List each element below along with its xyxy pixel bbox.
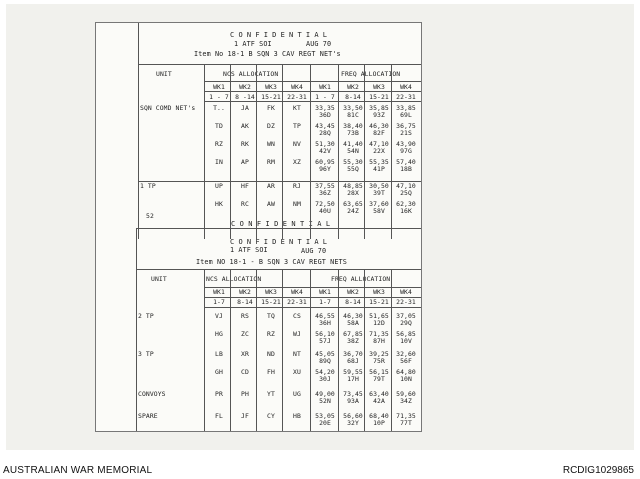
week-header: WK3	[265, 288, 277, 296]
date-range: 22-31	[396, 93, 416, 101]
ncs-callsign: CD	[241, 368, 249, 376]
freq-code: 10P	[373, 419, 385, 427]
freq-code: 21S	[400, 129, 412, 137]
week-header: WK3	[373, 288, 385, 296]
freq-value: 55,30	[343, 158, 363, 166]
week-header: WK1	[213, 288, 225, 296]
freq-code: 36H	[319, 319, 331, 327]
freq-code: 93Z	[373, 111, 385, 119]
freq-value: 39,25	[369, 350, 389, 358]
ncs-callsign: RK	[241, 140, 249, 148]
freq-value: 30,50	[369, 182, 389, 190]
freq-code: 97G	[400, 147, 412, 155]
divider	[204, 101, 421, 102]
freq-code: 40U	[319, 207, 331, 215]
week-header: WK2	[239, 288, 251, 296]
divider	[138, 64, 421, 65]
week-header: WK2	[347, 288, 359, 296]
freq-value: 51,30	[315, 140, 335, 148]
freq-value: 71,35	[396, 412, 416, 420]
week-header: WK4	[400, 83, 412, 91]
ncs-callsign: NT	[293, 350, 301, 358]
freq-value: 33,50	[343, 104, 363, 112]
freq-value: 56,60	[343, 412, 363, 420]
ncs-callsign: RC	[241, 200, 249, 208]
ncs-callsign: CY	[267, 412, 275, 420]
freq-value: 68,40	[369, 412, 389, 420]
ncs-callsign: FH	[267, 368, 275, 376]
col-freq: FREQ ALLOCATION	[341, 70, 401, 78]
freq-value: 33,35	[315, 104, 335, 112]
freq-value: 32,60	[396, 350, 416, 358]
item-heading: Item No 18-1 B SQN 3 CAV REGT NET's	[194, 50, 341, 58]
freq-code: 42V	[319, 147, 331, 155]
week-header: WK4	[291, 288, 303, 296]
freq-value: 57,40	[396, 158, 416, 166]
freq-code: 29Q	[400, 319, 412, 327]
date-range: 8-14	[345, 93, 361, 101]
item-heading: Item NO 18-1 - B SQN 3 CAV REGT NETS	[196, 258, 347, 266]
subtitle-right: AUG 70	[306, 40, 332, 48]
ncs-callsign: UP	[215, 182, 223, 190]
week-header: WK3	[373, 83, 385, 91]
freq-code: 10V	[400, 337, 412, 345]
divider	[204, 287, 421, 288]
ncs-callsign: AR	[267, 182, 275, 190]
week-header: WK4	[291, 83, 303, 91]
date-range: 22-31	[396, 298, 416, 306]
subtitle-left: 1 ATF SOI	[230, 246, 268, 254]
divider	[310, 269, 311, 431]
freq-code: 34Z	[400, 397, 412, 405]
ncs-callsign: AP	[241, 158, 249, 166]
divider	[204, 307, 421, 308]
ncs-callsign: WJ	[293, 330, 301, 338]
ncs-callsign: JF	[241, 412, 249, 420]
freq-code: 25Q	[400, 189, 412, 197]
freq-value: 63,65	[343, 200, 363, 208]
freq-value: 73,45	[343, 390, 363, 398]
freq-code: 22X	[373, 147, 385, 155]
date-range: 22-31	[287, 93, 307, 101]
freq-code: 79T	[373, 375, 385, 383]
freq-value: 48,85	[343, 182, 363, 190]
freq-code: 20E	[319, 419, 331, 427]
freq-code: 28X	[347, 189, 359, 197]
ncs-callsign: TQ	[267, 312, 275, 320]
date-range: 15-21	[261, 93, 281, 101]
ncs-callsign: DZ	[267, 122, 275, 130]
col-unit: UNIT	[156, 70, 172, 78]
freq-code: 55Q	[347, 165, 359, 173]
freq-value: 56,10	[315, 330, 335, 338]
date-range: 8 -14	[235, 93, 255, 101]
freq-value: 51,65	[369, 312, 389, 320]
divider	[310, 64, 311, 239]
week-header: WK3	[265, 83, 277, 91]
ncs-callsign: ZC	[241, 330, 249, 338]
freq-code: 96Y	[319, 165, 331, 173]
date-range: 15-21	[369, 298, 389, 306]
freq-value: 59,60	[396, 390, 416, 398]
subtitle-left: 1 ATF SOI	[234, 40, 272, 48]
date-range: 1-7	[319, 298, 331, 306]
freq-value: 46,30	[369, 122, 389, 130]
week-header: WK1	[319, 288, 331, 296]
freq-value: 54,20	[315, 368, 335, 376]
col-ncs: NCS ALLOCATION	[223, 70, 279, 78]
freq-value: 46,30	[343, 312, 363, 320]
freq-value: 45,05	[315, 350, 335, 358]
date-range: 22-31	[287, 298, 307, 306]
week-header: WK4	[400, 288, 412, 296]
ncs-callsign: NV	[293, 140, 301, 148]
row-unit: 3 TP	[138, 350, 154, 358]
col-unit: UNIT	[151, 275, 167, 283]
row-unit: 1 TP	[140, 182, 156, 190]
row-unit: SPARE	[138, 412, 158, 420]
freq-value: 59,55	[343, 368, 363, 376]
freq-value: 43,45	[315, 122, 335, 130]
ncs-callsign: RM	[267, 158, 275, 166]
week-header: WK2	[347, 83, 359, 91]
freq-value: 47,10	[369, 140, 389, 148]
ncs-callsign: LB	[215, 350, 223, 358]
date-range: 8-14	[345, 298, 361, 306]
week-header: WK1	[319, 83, 331, 91]
ncs-callsign: AK	[241, 122, 249, 130]
freq-value: 37,60	[369, 200, 389, 208]
freq-value: 37,55	[315, 182, 335, 190]
divider	[204, 91, 421, 92]
ncs-callsign: ND	[267, 350, 275, 358]
divider	[204, 81, 421, 82]
freq-code: 82F	[373, 129, 385, 137]
freq-code: 89Q	[319, 357, 331, 365]
freq-value: 55,35	[369, 158, 389, 166]
freq-value: 56,85	[396, 330, 416, 338]
freq-value: 35,85	[369, 104, 389, 112]
ncs-callsign: HK	[215, 200, 223, 208]
freq-code: 75R	[373, 357, 385, 365]
freq-value: 36,70	[343, 350, 363, 358]
freq-code: 16K	[400, 207, 412, 215]
freq-code: 52N	[319, 397, 331, 405]
ncs-callsign: CS	[293, 312, 301, 320]
divider	[138, 23, 139, 239]
freq-value: 67,85	[343, 330, 363, 338]
freq-code: 58V	[373, 207, 385, 215]
freq-code: 68J	[347, 357, 359, 365]
ncs-callsign: RS	[241, 312, 249, 320]
date-range: 1-7	[213, 298, 225, 306]
ncs-callsign: WN	[267, 140, 275, 148]
ncs-callsign: GH	[215, 368, 223, 376]
ncs-callsign: UG	[293, 390, 301, 398]
ncs-callsign: PH	[241, 390, 249, 398]
ncs-callsign: JA	[241, 104, 249, 112]
freq-value: 37,05	[396, 312, 416, 320]
row-unit: 2 TP	[138, 312, 154, 320]
ncs-callsign: TP	[293, 122, 301, 130]
freq-code: 56F	[400, 357, 412, 365]
freq-value: 41,40	[343, 140, 363, 148]
freq-code: 58A	[347, 319, 359, 327]
footer-id: RCDIG1029865	[562, 465, 634, 476]
freq-value: 36,75	[396, 122, 416, 130]
freq-code: 87H	[373, 337, 385, 345]
freq-value: 63,40	[369, 390, 389, 398]
freq-value: 38,40	[343, 122, 363, 130]
freq-code: 36Z	[319, 189, 331, 197]
week-header: WK1	[213, 83, 225, 91]
freq-code: 17H	[347, 375, 359, 383]
ncs-callsign: AW	[267, 200, 275, 208]
ncs-callsign: PR	[215, 390, 223, 398]
ncs-callsign: XZ	[293, 158, 301, 166]
ncs-callsign: XU	[293, 368, 301, 376]
page-number: 52	[146, 212, 154, 220]
freq-value: 62,30	[396, 200, 416, 208]
freq-value: 43,90	[396, 140, 416, 148]
ncs-callsign: RZ	[267, 330, 275, 338]
ncs-callsign: HB	[293, 412, 301, 420]
freq-value: 56,15	[369, 368, 389, 376]
ncs-callsign: TD	[215, 122, 223, 130]
freq-code: 81C	[347, 111, 359, 119]
freq-code: 54N	[347, 147, 359, 155]
ncs-callsign: KT	[293, 104, 301, 112]
divider	[338, 64, 339, 239]
footer-credit: AUSTRALIAN WAR MEMORIAL	[3, 465, 153, 476]
freq-code: 73B	[347, 129, 359, 137]
ncs-callsign: VJ	[215, 312, 223, 320]
date-range: 8-14	[237, 298, 253, 306]
freq-code: 24Z	[347, 207, 359, 215]
date-range: 1 - 7	[209, 93, 229, 101]
freq-value: 49,00	[315, 390, 335, 398]
freq-code: 93A	[347, 397, 359, 405]
conf-footer: C O N F I D E N T I A L	[231, 220, 331, 228]
freq-code: 57J	[319, 337, 331, 345]
freq-code: 77T	[400, 419, 412, 427]
divider	[136, 228, 137, 431]
freq-value: 60,95	[315, 158, 335, 166]
freq-value: 71,35	[369, 330, 389, 338]
freq-value: 33,85	[396, 104, 416, 112]
freq-value: 46,55	[315, 312, 335, 320]
freq-code: 10N	[400, 375, 412, 383]
freq-code: 69L	[400, 111, 412, 119]
ncs-callsign: IN	[215, 158, 223, 166]
divider	[204, 269, 205, 431]
row-unit: CONVOYS	[138, 390, 166, 398]
freq-code: 41P	[373, 165, 385, 173]
week-header: WK2	[239, 83, 251, 91]
ncs-callsign: NM	[293, 200, 301, 208]
row-unit: SQN COMD NET's	[140, 104, 196, 112]
divider	[204, 64, 205, 239]
date-range: 15-21	[369, 93, 389, 101]
ncs-callsign: FL	[215, 412, 223, 420]
ncs-callsign: HF	[241, 182, 249, 190]
conf-title: C O N F I D E N T I A L	[230, 31, 327, 39]
freq-code: 38Z	[347, 337, 359, 345]
col-ncs: NCS ALLOCATION	[206, 275, 262, 283]
divider	[136, 269, 421, 270]
subtitle-right: AUG 70	[301, 247, 327, 255]
date-range: 1 - 7	[315, 93, 335, 101]
ncs-callsign: RZ	[215, 140, 223, 148]
conf-title: C O N F I D E N T I A L	[230, 238, 327, 246]
freq-code: 12D	[373, 319, 385, 327]
ncs-callsign: YT	[267, 390, 275, 398]
freq-code: 32Y	[347, 419, 359, 427]
freq-code: 18B	[400, 165, 412, 173]
freq-value: 47,10	[396, 182, 416, 190]
freq-code: 36D	[319, 111, 331, 119]
divider	[136, 228, 421, 229]
ncs-callsign: HG	[215, 330, 223, 338]
ncs-callsign: XR	[241, 350, 249, 358]
freq-value: 64,80	[396, 368, 416, 376]
ncs-callsign: RJ	[293, 182, 301, 190]
freq-value: 72,50	[315, 200, 335, 208]
freq-code: 28Q	[319, 129, 331, 137]
freq-code: 30J	[319, 375, 331, 383]
freq-code: 42A	[373, 397, 385, 405]
document-page	[95, 22, 422, 432]
freq-value: 53,05	[315, 412, 335, 420]
ncs-callsign: T..	[213, 104, 225, 112]
divider	[338, 269, 339, 431]
col-freq: FREQ ALLOCATION	[331, 275, 391, 283]
date-range: 15-21	[261, 298, 281, 306]
freq-code: 39T	[373, 189, 385, 197]
ncs-callsign: FK	[267, 104, 275, 112]
